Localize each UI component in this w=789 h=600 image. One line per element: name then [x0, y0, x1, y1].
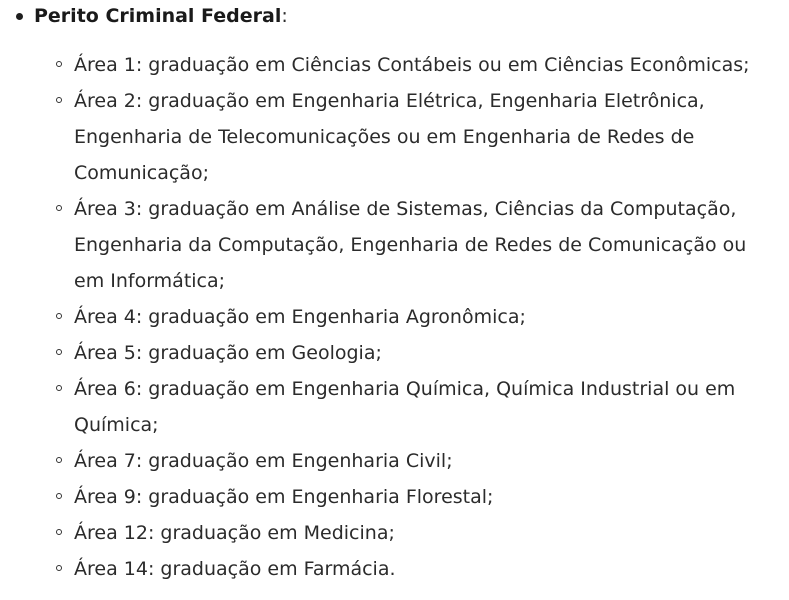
bullet-circle-icon [56, 349, 62, 355]
bullet-circle-icon [56, 313, 62, 319]
area-item [34, 191, 764, 299]
area-item [34, 83, 764, 191]
area-text: Área 2: graduação em Engenharia Elétrica, Engenharia Eletrônica, Engenharia de Telecomunicações ou em Engenharia de Redes de Comunicação; [74, 90, 705, 184]
area-item [34, 299, 764, 335]
area-text: Área 3: graduação em Análise de Sistemas, Ciências da Computação, Engenharia da Computação, Engenharia de Redes de Comunicação ou em Informática; [74, 198, 747, 292]
bullet-circle-icon [56, 97, 62, 103]
area-text: Área 5: graduação em Geologia; [74, 342, 382, 364]
bullet-circle-icon [56, 385, 62, 391]
area-text: Área 1: graduação em Ciências Contábeis ou em Ciências Econômicas; [74, 54, 750, 76]
area-text: Área 6: graduação em Engenharia Química, Química Industrial ou em Química; [74, 378, 736, 436]
area-text: Área 14: graduação em Farmácia. [74, 558, 396, 580]
area-item [34, 47, 764, 83]
bullet-circle-icon [56, 493, 62, 499]
area-list [34, 47, 789, 587]
area-item [34, 515, 764, 551]
area-item [34, 443, 764, 479]
bullet-circle-icon [56, 457, 62, 463]
bullet-circle-icon [56, 565, 62, 571]
area-item [34, 335, 764, 371]
area-text: Área 4: graduação em Engenharia Agronômica; [74, 306, 526, 328]
area-text: Área 7: graduação em Engenharia Civil; [74, 450, 453, 472]
area-item [34, 479, 764, 515]
bullet-circle-icon [56, 529, 62, 535]
bullet-disc-icon [16, 13, 23, 20]
area-item [34, 551, 764, 587]
area-text: Área 9: graduação em Engenharia Florestal; [74, 486, 494, 508]
career-heading [34, 3, 789, 33]
career-title-colon: : [281, 5, 288, 27]
bullet-circle-icon [56, 205, 62, 211]
career-title: Perito Criminal Federal [34, 5, 282, 27]
area-text: Área 12: graduação em Medicina; [74, 522, 395, 544]
area-item [34, 371, 764, 443]
bullet-circle-icon [56, 61, 62, 67]
